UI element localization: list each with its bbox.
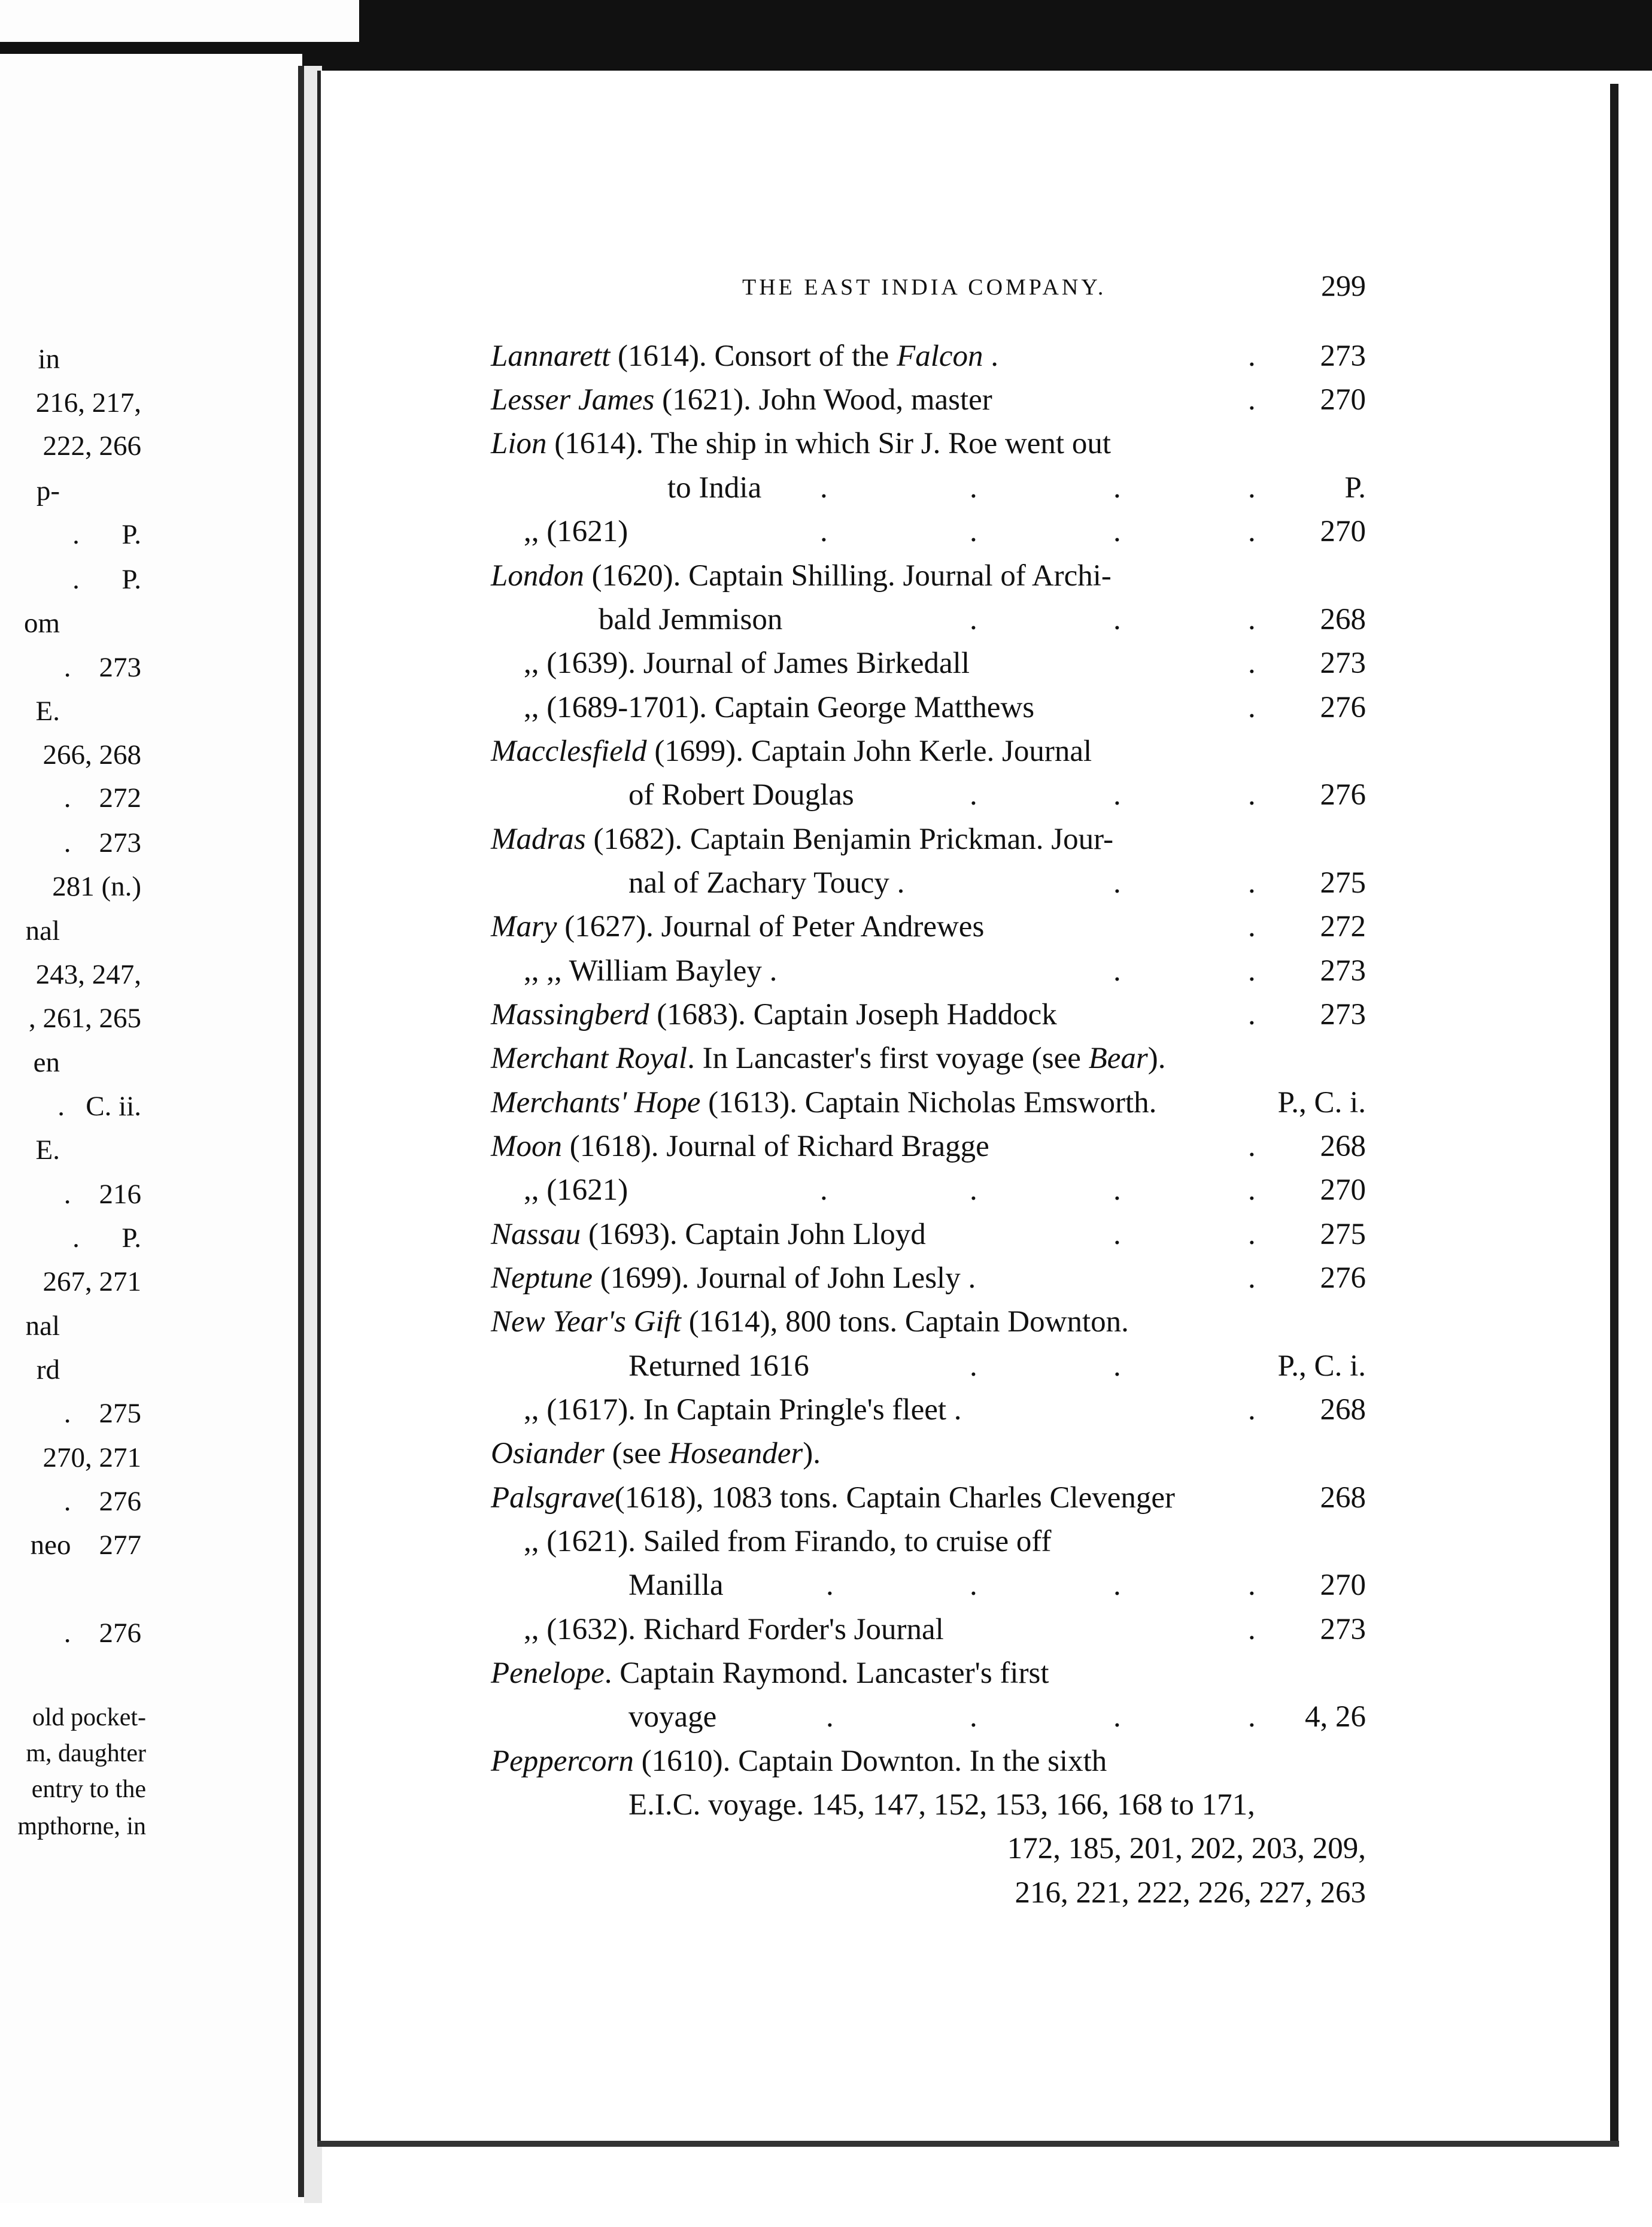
leader-dot: . — [1248, 1700, 1256, 1734]
leader-dot: . — [970, 471, 977, 505]
entry-text: ,, (1621) — [524, 515, 628, 548]
leader-dot: . — [1248, 471, 1256, 505]
entry-text: (1682). Captain Benjamin Prickman. Jour- — [585, 823, 1114, 856]
leader-dot: . — [1248, 1173, 1256, 1207]
left-page-line: p- — [36, 475, 60, 506]
left-page-line: 243, 247, — [35, 959, 141, 990]
leader-dot: . — [970, 1349, 977, 1383]
left-page-line: E. — [35, 1134, 60, 1166]
index-entry — [491, 561, 1112, 591]
entry-text: (1693). Captain John Lloyd — [581, 1218, 926, 1251]
entry-text: (1613). Captain Nicholas Emsworth. — [700, 1086, 1157, 1119]
leader-dot: . — [970, 1700, 977, 1734]
index-entry — [599, 605, 782, 635]
entry-text: of Robert Douglas — [628, 778, 854, 812]
leader-dot: . — [970, 1173, 977, 1207]
ship-name: Lion — [491, 427, 547, 460]
page-reference: 273 — [1320, 647, 1366, 680]
entry-text: (1627). Journal of Peter Andrewes — [557, 910, 985, 943]
entry-text: ,, (1621). Sailed from Firando, to cruise off — [524, 1525, 1052, 1558]
page-reference: 273 — [1320, 1613, 1366, 1646]
entry-text: (1618). Journal of Richard Bragge — [561, 1130, 989, 1163]
page-reference: 268 — [1320, 603, 1366, 636]
page-reference: P. — [1344, 471, 1366, 505]
leader-dot: . — [970, 1568, 977, 1602]
leader-dot: . — [1248, 910, 1256, 943]
ship-name: Macclesfield — [491, 735, 647, 768]
index-entry — [491, 1483, 1175, 1513]
page-reference: 273 — [1320, 339, 1366, 373]
ship-name: Lesser James — [491, 383, 655, 417]
index-entry — [524, 693, 1034, 723]
left-page-line: . 276 — [63, 1618, 141, 1649]
entry-text: Manilla — [628, 1568, 724, 1602]
left-page-line: en — [33, 1047, 60, 1078]
leader-dot: . — [1113, 515, 1121, 548]
index-entry — [524, 1395, 962, 1425]
entry-text: . Captain Raymond. Lancaster's first — [604, 1656, 1049, 1690]
leader-dot: . — [1248, 1568, 1256, 1602]
entry-text: E.I.C. voyage. 145, 147, 152, 153, 166, 168 to 171, — [628, 1788, 1255, 1822]
leader-dot: . — [970, 778, 977, 812]
index-entry — [491, 824, 1113, 855]
ship-name: Mary — [491, 910, 557, 943]
leader-dot: . — [1113, 1173, 1121, 1207]
index-entry — [491, 1219, 926, 1250]
index-entry — [524, 648, 970, 679]
index-entry — [491, 1307, 1129, 1337]
left-page-line: . 273 — [63, 827, 141, 858]
index-entry — [524, 1615, 944, 1645]
ship-name: Palsgrave — [491, 1481, 615, 1515]
left-page-line: 222, 266 — [42, 430, 141, 462]
page-reference: 216, 221, 222, 226, 227, 263 — [1015, 1876, 1366, 1910]
left-page-footnote-line: m, daughter — [26, 1740, 146, 1767]
leader-dot: . — [1248, 515, 1256, 548]
index-entry — [524, 1527, 1051, 1557]
leader-dot: . — [1248, 383, 1256, 417]
leader-dot: . — [1113, 866, 1121, 900]
left-page-footnote-line: entry to the — [31, 1776, 146, 1803]
leader-dot: . — [1248, 603, 1256, 636]
left-page-footnote-line: old pocket- — [32, 1704, 146, 1731]
page-reference: 273 — [1320, 998, 1366, 1031]
entry-text: ,, (1632). Richard Forder's Journal — [524, 1613, 944, 1646]
left-page-line: neo 277 — [30, 1530, 141, 1561]
left-page — [0, 54, 302, 2203]
scan-bottom-shadow — [317, 2141, 1619, 2147]
index-entry — [491, 1000, 1057, 1030]
page-reference: 276 — [1320, 1261, 1366, 1295]
entry-text: (1699). Captain John Kerle. Journal — [646, 735, 1092, 768]
entry-text: (1621). John Wood, master — [654, 383, 992, 417]
entry-italic-ref: Bear — [1088, 1042, 1148, 1075]
ship-name: Madras — [491, 823, 586, 856]
index-entry — [524, 1175, 628, 1206]
leader-dot: . — [970, 603, 977, 636]
index-entry — [628, 1790, 1255, 1821]
page-reference: 270 — [1320, 383, 1366, 417]
leader-dot: . — [970, 515, 977, 548]
ship-name: Massingberd — [491, 998, 649, 1031]
left-page-line: E. — [35, 696, 60, 727]
left-page-line: in — [38, 344, 60, 375]
entry-text: (1618), 1083 tons. Captain Charles Clevenger — [614, 1481, 1176, 1515]
page-reference: 268 — [1320, 1393, 1366, 1427]
left-page-line: . P. — [72, 519, 141, 550]
ship-name: New Year's Gift — [491, 1305, 681, 1339]
index-entry — [491, 912, 984, 942]
left-page-edge — [298, 66, 304, 2197]
index-entry — [628, 868, 904, 899]
index-entry — [491, 1131, 989, 1162]
left-page-line: 267, 271 — [42, 1266, 141, 1297]
leader-dot: . — [1248, 1393, 1256, 1427]
index-entry — [491, 1658, 1049, 1689]
left-page-line: nal — [25, 1310, 60, 1342]
entry-text: (1620). Captain Shilling. Journal of Archi- — [584, 559, 1112, 593]
page-reference: 275 — [1320, 1218, 1366, 1251]
leader-dot: . — [1248, 954, 1256, 988]
leader-dot: . — [1248, 1613, 1256, 1646]
page-reference: 268 — [1320, 1130, 1366, 1163]
ship-name: Penelope — [491, 1656, 605, 1690]
leader-dot: . — [1113, 1700, 1121, 1734]
leader-dot: . — [1113, 778, 1121, 812]
left-page-line: . P. — [72, 1222, 141, 1254]
leader-dot: . — [1248, 866, 1256, 900]
right-page-edge — [1610, 84, 1618, 2143]
page-reference: 270 — [1320, 1568, 1366, 1602]
page-reference: 172, 185, 201, 202, 203, 209, — [1007, 1832, 1366, 1865]
leader-dot: . — [1248, 647, 1256, 680]
ship-name: Nassau — [491, 1218, 581, 1251]
left-page-line: . 275 — [63, 1398, 141, 1429]
index-entry — [491, 1043, 1165, 1074]
entry-text: . In Lancaster's first voyage (see — [687, 1042, 1089, 1075]
left-page-line: 270, 271 — [42, 1442, 141, 1473]
page-number: 299 — [1321, 269, 1366, 302]
leader-dot: . — [1113, 603, 1121, 636]
left-page-line: . 272 — [63, 782, 141, 814]
entry-text: (1614). The ship in which Sir J. Roe went out — [546, 427, 1112, 460]
running-title: THE EAST INDIA COMPANY. — [742, 275, 1107, 300]
left-page-footnote-line: mpthorne, in — [17, 1813, 146, 1840]
index-entry — [628, 1570, 724, 1601]
leader-dot: . — [1248, 1218, 1256, 1251]
entry-text: ,, ,, William Bayley . — [524, 954, 778, 988]
leader-dot: . — [1113, 1349, 1121, 1383]
left-page-line: . P. — [72, 564, 141, 595]
left-page-line: 216, 217, — [35, 387, 141, 418]
index-entry — [491, 1263, 976, 1294]
entry-text: nal of Zachary Toucy . — [628, 866, 905, 900]
entry-text: voyage — [628, 1700, 717, 1734]
left-page-line: . 276 — [63, 1486, 141, 1517]
page-reference: 4, 26 — [1305, 1700, 1366, 1734]
left-page-line: , 261, 265 — [29, 1003, 141, 1034]
index-entry — [524, 956, 777, 987]
ship-name: London — [491, 559, 584, 593]
left-page-line: 281 (n.) — [52, 871, 141, 902]
left-page-line: nal — [25, 915, 60, 946]
leader-dot: . — [1248, 339, 1256, 373]
left-page-line: om — [23, 608, 60, 639]
entry-text: ,, (1617). In Captain Pringle's fleet . — [524, 1393, 962, 1427]
left-page-line: rd — [36, 1354, 60, 1385]
leader-dot: . — [1113, 954, 1121, 988]
entry-text: (1699). Journal of John Lesly . — [592, 1261, 976, 1295]
entry-text: (see — [604, 1437, 669, 1470]
entry-text: (1614). Consort of the — [610, 339, 897, 373]
scan-top-light — [0, 0, 359, 42]
left-page-line: . C. ii. — [57, 1091, 141, 1122]
page-reference: P., C. i. — [1277, 1349, 1366, 1383]
index-entry — [491, 1439, 821, 1469]
leader-dot: . — [820, 1173, 828, 1207]
ship-name: Merchant Royal — [491, 1042, 688, 1075]
index-entry — [667, 473, 761, 503]
page-reference: 270 — [1320, 515, 1366, 548]
entry-italic-ref: Hoseander — [669, 1437, 803, 1470]
ship-name: Lannarett — [491, 339, 611, 373]
ship-name: Neptune — [491, 1261, 593, 1295]
index-entry — [628, 780, 854, 811]
entry-text: ,, (1639). Journal of James Birkedall — [524, 647, 970, 680]
page-reference: 275 — [1320, 866, 1366, 900]
index-entry — [524, 517, 628, 547]
ship-name: Peppercorn — [491, 1744, 634, 1778]
leader-dot: . — [1248, 778, 1256, 812]
leader-dot: . — [1248, 1130, 1256, 1163]
leader-dot: . — [826, 1700, 834, 1734]
entry-text: ,, (1689-1701). Captain George Matthews — [524, 691, 1035, 724]
page-reference: 276 — [1320, 691, 1366, 724]
page-reference: 272 — [1320, 910, 1366, 943]
page-reference: 270 — [1320, 1173, 1366, 1207]
page-reference: 276 — [1320, 778, 1366, 812]
page-reference: P., C. i. — [1277, 1086, 1366, 1119]
entry-tail: ). — [1147, 1042, 1166, 1075]
ship-name: Osiander — [491, 1437, 605, 1470]
index-entry — [491, 1746, 1107, 1777]
ship-name: Moon — [491, 1130, 562, 1163]
index-entry — [491, 1088, 1156, 1118]
leader-dot: . — [1248, 691, 1256, 724]
entry-text: to India — [667, 471, 762, 505]
leader-dot: . — [826, 1568, 834, 1602]
entry-tail: . — [983, 339, 999, 373]
entry-text: (1610). Captain Downton. In the sixth — [633, 1744, 1107, 1778]
entry-text: (1614), 800 tons. Captain Downton. — [681, 1305, 1129, 1339]
leader-dot: . — [1113, 1568, 1121, 1602]
index-entry — [628, 1702, 716, 1733]
entry-text: Returned 1616 — [628, 1349, 809, 1383]
index-entry — [491, 736, 1092, 767]
leader-dot: . — [820, 515, 828, 548]
leader-dot: . — [1113, 471, 1121, 505]
page-reference: 268 — [1320, 1481, 1366, 1515]
entry-tail: ). — [803, 1437, 821, 1470]
leader-dot: . — [1113, 1218, 1121, 1251]
left-page-line: . 273 — [63, 652, 141, 683]
page-reference: 273 — [1320, 954, 1366, 988]
index-entry — [491, 385, 992, 415]
entry-text: ,, (1621) — [524, 1173, 628, 1207]
leader-dot: . — [1248, 1261, 1256, 1295]
ship-name: Merchants' Hope — [491, 1086, 701, 1119]
leader-dot: . — [1248, 998, 1256, 1031]
entry-italic-ref: Falcon — [897, 339, 983, 373]
index-entry — [628, 1351, 809, 1382]
index-entry — [491, 341, 998, 372]
index-entry — [491, 429, 1111, 459]
left-page-line: . 216 — [63, 1179, 141, 1210]
leader-dot: . — [820, 471, 828, 505]
entry-text: (1683). Captain Joseph Haddock — [649, 998, 1057, 1031]
entry-text: bald Jemmison — [599, 603, 783, 636]
left-page-line: 266, 268 — [42, 739, 141, 770]
